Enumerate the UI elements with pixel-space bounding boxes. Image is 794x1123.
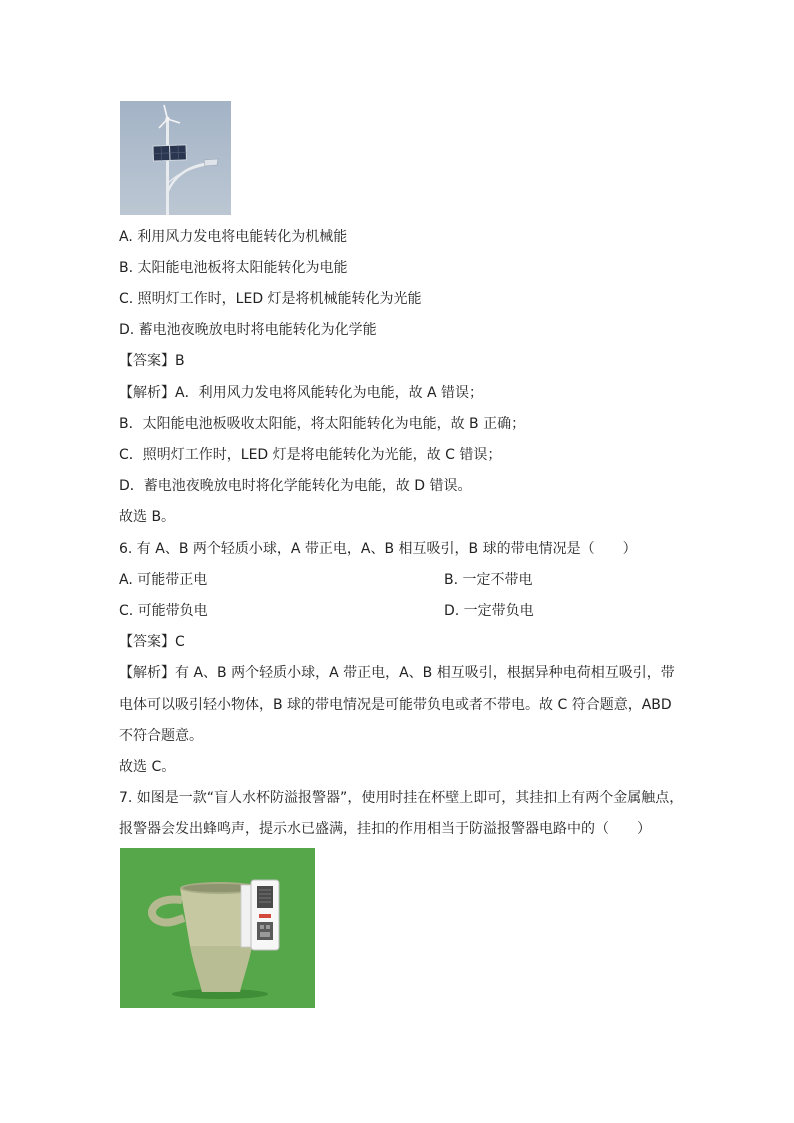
cup-alarm-illustration (120, 848, 315, 1008)
q6-analysis-line-1: 【解析】有 A、B 两个轻质小球，A 带正电，A、B 相互吸引，根据异种电荷相互吸引，带 (119, 665, 675, 681)
street-lamp-figure (120, 101, 231, 215)
q5-analysis-line-2: B．太阳能电池板吸收太阳能，将太阳能转化为电能，故 B 正确； (119, 416, 526, 432)
q5-option-d: D. 蓄电池夜晚放电时将电能转化为化学能 (119, 322, 377, 338)
q5-option-c: C. 照明灯工作时，LED 灯是将机械能转化为光能 (119, 291, 422, 307)
cup-alarm-figure (120, 848, 315, 1008)
q7-stem-line-1: 7. 如图是一款“盲人水杯防溢报警器”，使用时挂在杯壁上即可，其挂扣上有两个金属触点， (119, 790, 684, 806)
q5-analysis-line-4: D．蓄电池夜晚放电时将化学能转化为电能，故 D 错误。 (119, 478, 472, 494)
q5-conclusion: 故选 B。 (119, 509, 176, 525)
q6-conclusion: 故选 C。 (119, 759, 176, 775)
q5-option-a: A. 利用风力发电将电能转化为机械能 (119, 229, 348, 245)
q6-stem: 6. 有 A、B 两个轻质小球，A 带正电，A、B 相互吸引，B 球的带电情况是（ ） (119, 541, 637, 557)
q6-analysis-line-2: 电体可以吸引轻小物体，B 球的带电情况是可能带负电或者不带电。故 C 符合题意，ABD (119, 697, 672, 713)
q6-option-d: D. 一定带负电 (444, 603, 534, 619)
q6-analysis-line-3: 不符合题意。 (119, 728, 203, 744)
q6-option-c: C. 可能带负电 (119, 603, 208, 619)
q6-option-b: B. 一定不带电 (444, 572, 533, 588)
q6-answer: 【答案】C (119, 634, 185, 650)
q5-option-b: B. 太阳能电池板将太阳能转化为电能 (119, 260, 348, 276)
q5-analysis-line-3: C．照明灯工作时，LED 灯是将电能转化为光能，故 C 错误； (119, 447, 502, 463)
q6-option-a: A. 可能带正电 (119, 572, 208, 588)
street-lamp-illustration (120, 101, 231, 215)
q5-analysis-line-1: 【解析】A．利用风力发电将风能转化为电能，故 A 错误； (119, 385, 484, 401)
q5-answer: 【答案】B (119, 353, 185, 369)
q7-stem-line-2: 报警器会发出蜂鸣声，提示水已盛满，挂扣的作用相当于防溢报警器电路中的（ ） (119, 821, 651, 837)
